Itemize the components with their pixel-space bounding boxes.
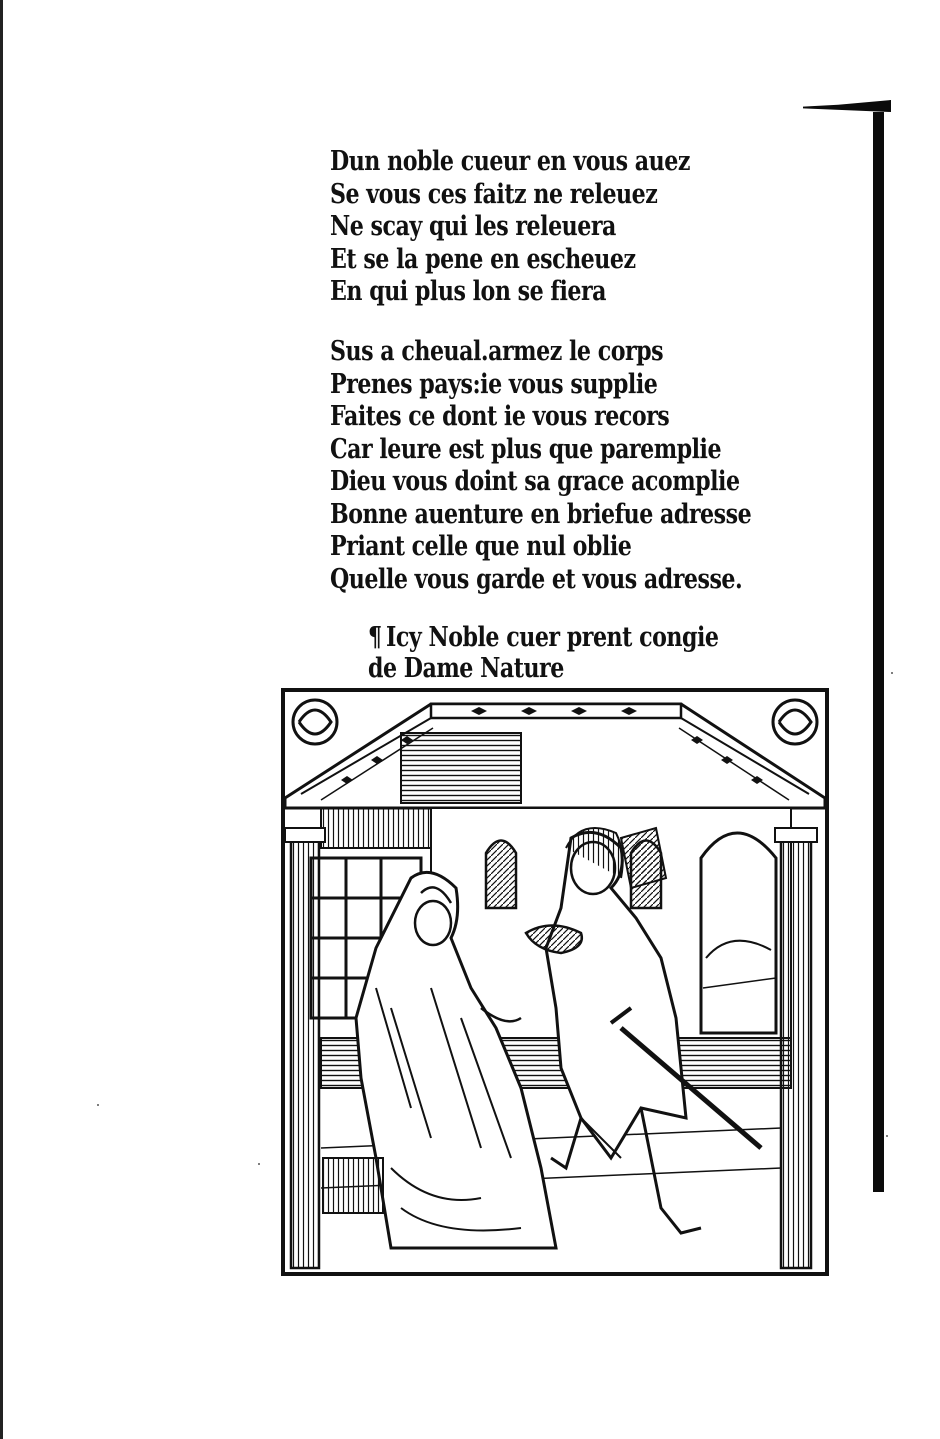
verse-line: Priant celle que nul oblie [330, 531, 632, 562]
margin-rule [873, 112, 884, 1192]
verse-line: Se vous ces faitz ne releuez [330, 178, 658, 210]
verse-line: Faites ce dont ie vous recors [330, 401, 670, 432]
verse-line: Quelle vous garde et vous adresse. [330, 563, 743, 595]
print-speck [97, 1104, 99, 1106]
print-speck [891, 672, 893, 674]
print-speck [886, 1135, 888, 1137]
verse-line: Sus a cheual.armez le corps [330, 336, 664, 367]
stanza-1 [330, 146, 769, 309]
print-speck [258, 1163, 260, 1165]
verse-line: Ne scay qui les releuera [330, 211, 616, 242]
verse-line: Prenes pays:ie vous supplie [330, 368, 658, 400]
rubric-line: de Dame Nature [368, 653, 564, 684]
verse-line: Car leure est plus que paremplie [330, 433, 722, 465]
rubric-text: Icy Noble cuer prent congie [386, 622, 719, 653]
margin-rule-cap [803, 100, 891, 112]
rubric-line [368, 622, 718, 653]
woodcut-illustration [281, 688, 829, 1276]
rubric-caption [368, 622, 795, 684]
verse-line: Et se la pene en escheuez [330, 243, 636, 275]
woodcut-svg [281, 688, 829, 1276]
verse-line: Dun noble cueur en vous auez [330, 146, 690, 177]
verse-line: Bonne auenture en briefue adresse [330, 498, 752, 530]
verse-line: En qui plus lon se fiera [330, 276, 607, 307]
page-edge [0, 0, 3, 1439]
stanza-2 [330, 336, 844, 596]
pilcrow-icon: ¶ [368, 622, 382, 653]
verse-line: Dieu vous doint sa grace acomplie [330, 466, 740, 497]
